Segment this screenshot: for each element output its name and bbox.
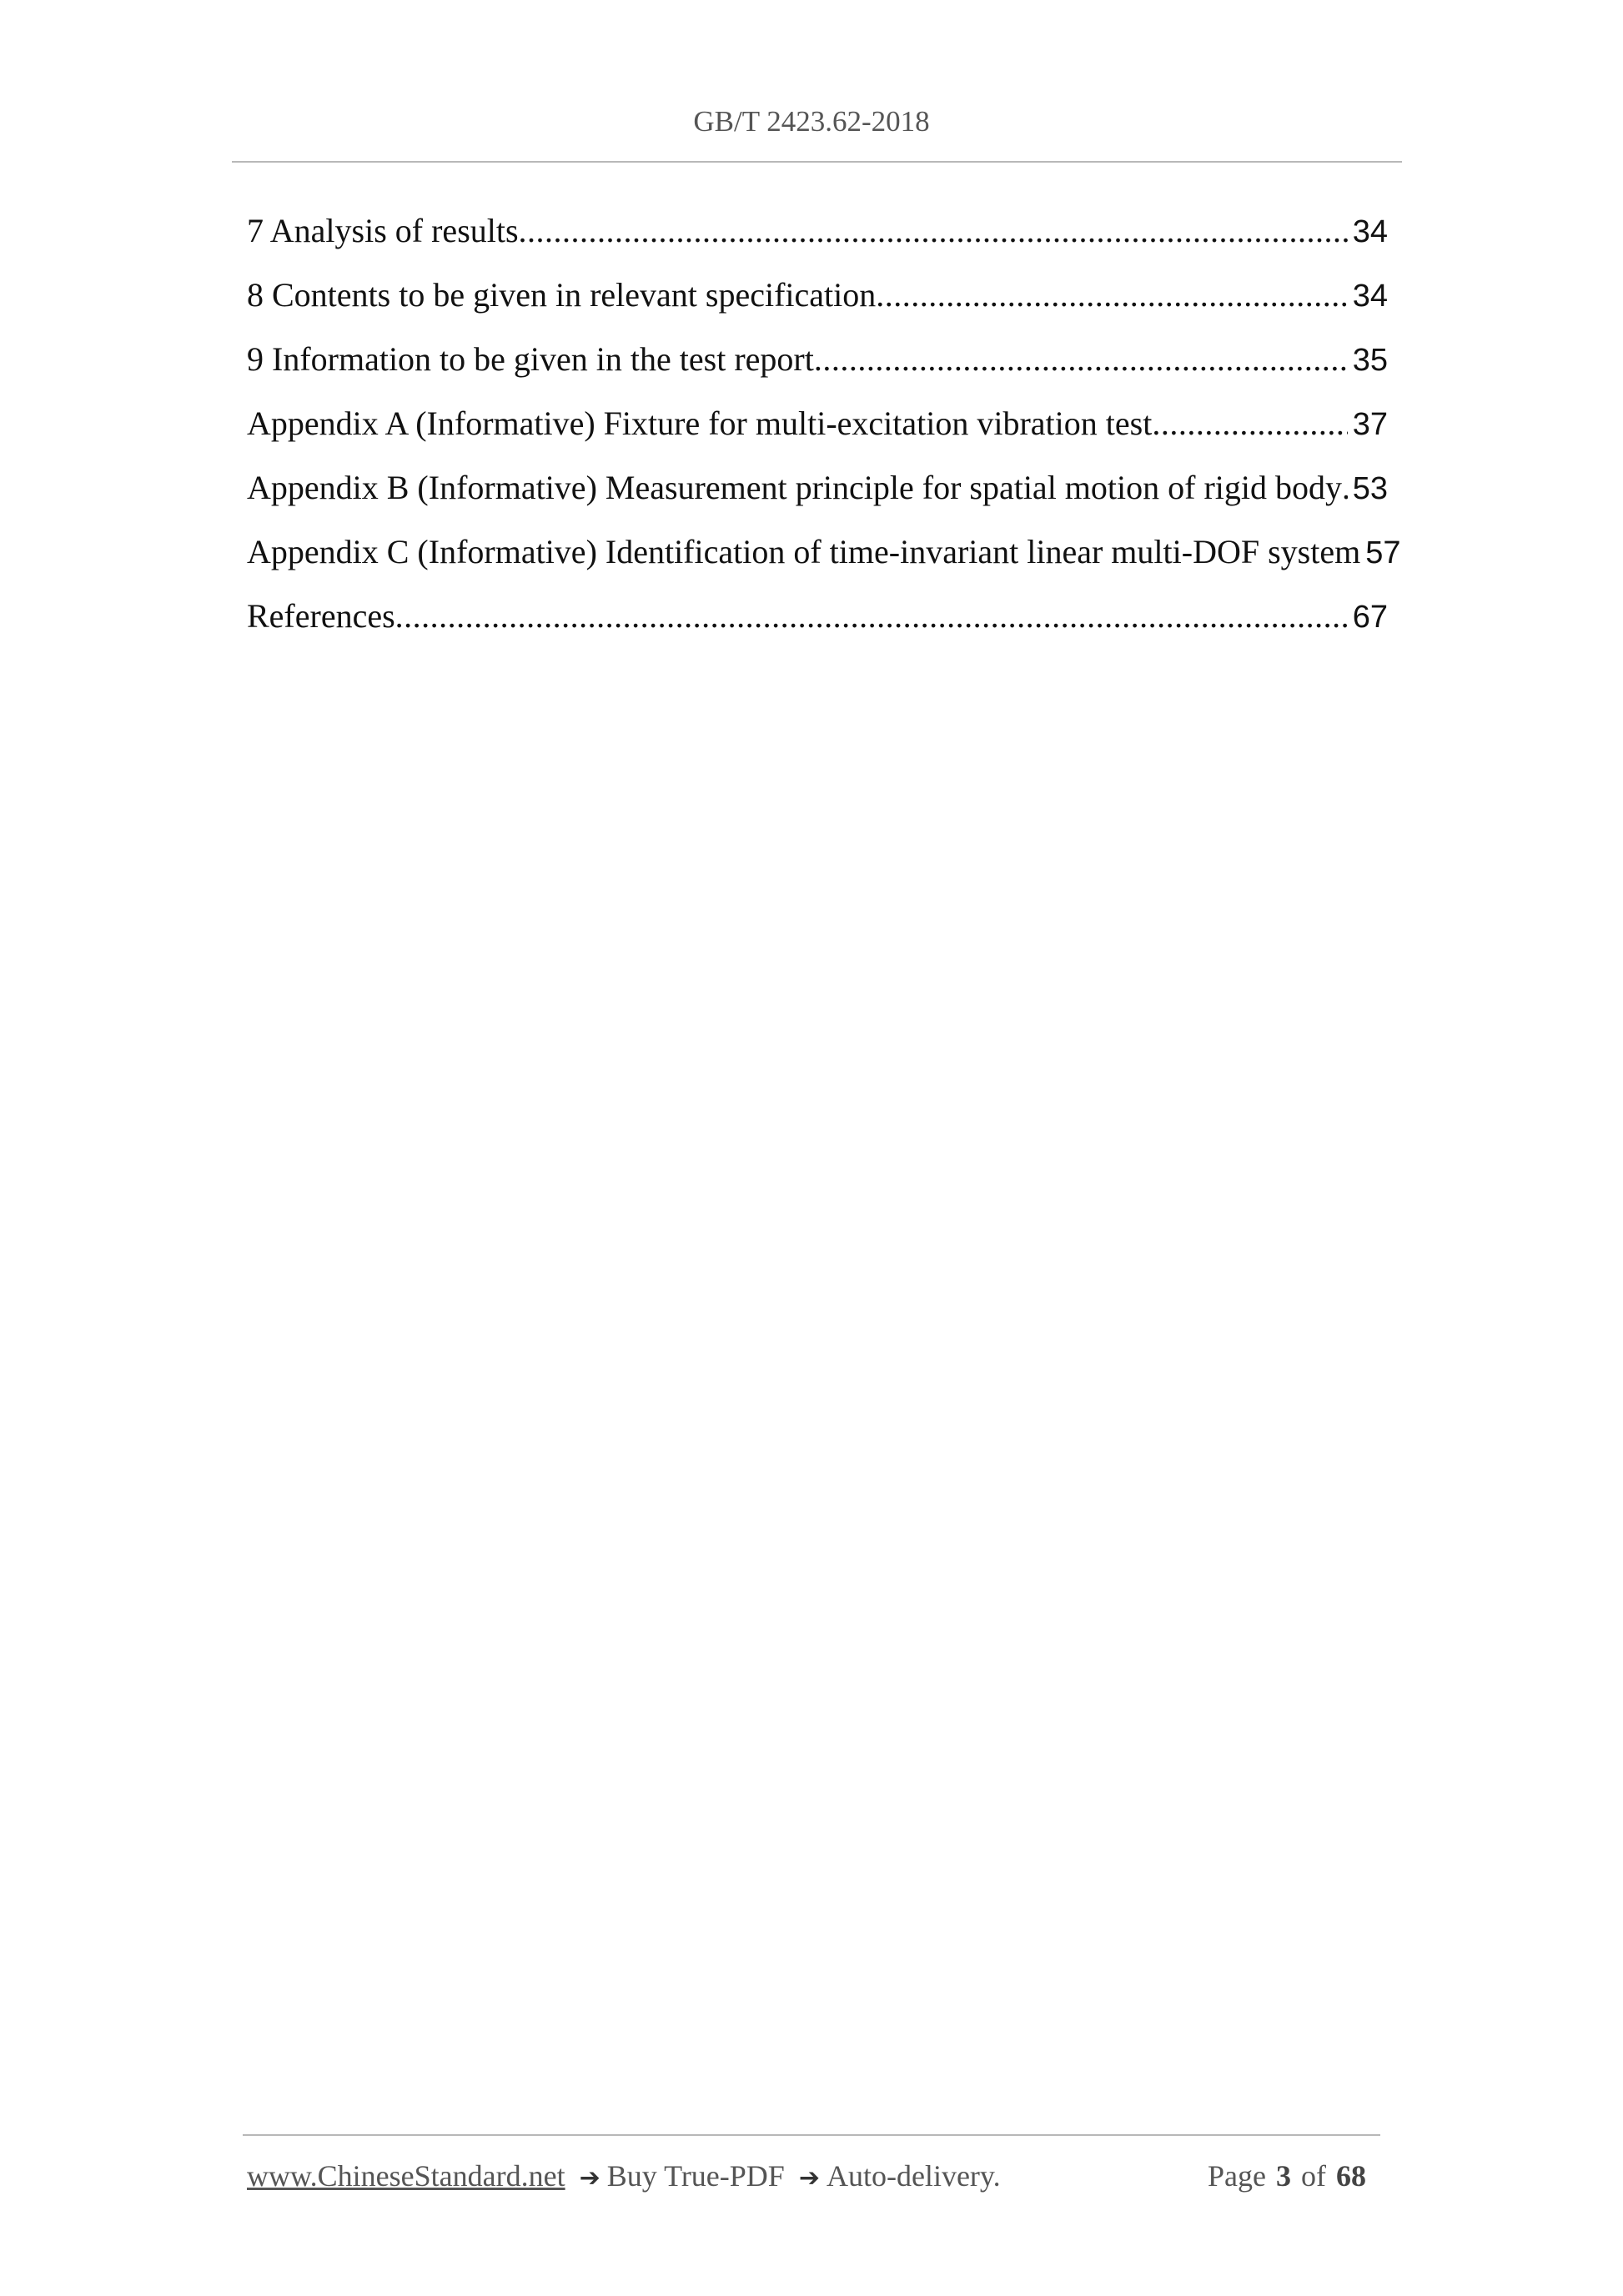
toc-entry[interactable] [247,584,1388,648]
document-header-title: GB/T 2423.62-2018 [693,105,930,138]
toc-entry-title: 8 Contents to be given in relevant specification [247,276,877,314]
toc-entry-title: 9 Information to be given in the test report [247,340,814,378]
total-page-count: 68 [1336,2159,1366,2193]
toc-entry-page: 53 [1352,471,1388,506]
toc-entry[interactable] [247,520,1401,584]
toc-entry-page: 57 [1365,535,1401,570]
toc-entry-title: Appendix B (Informative) Measurement principle for spatial motion of rigid body [247,469,1343,506]
toc-entry-title: References [247,597,395,635]
footer-divider [243,2134,1380,2136]
current-page-number: 3 [1276,2159,1291,2193]
toc-entry-page: 35 [1352,343,1388,378]
page-indicator [1208,2158,1376,2193]
toc-dot-leader [1152,391,1347,455]
page-footer [247,2158,1376,2193]
toc-dot-leader [876,263,1347,327]
toc-dot-leader [1342,455,1348,520]
toc-entry-title: 7 Analysis of results [247,212,519,249]
toc-entry[interactable] [247,391,1388,455]
toc-entry-page: 34 [1352,214,1388,249]
toc-dot-leader [814,327,1348,391]
table-of-contents [247,198,1401,648]
toc-entry-page: 67 [1352,600,1388,635]
toc-entry-title: Appendix C (Informative) Identification of time-invariant linear multi-DOF system [247,533,1361,570]
delivery-text: Auto-delivery. [826,2159,1001,2193]
page-of-label: of [1301,2159,1326,2193]
toc-entry-title: Appendix A (Informative) Fixture for multi-excitation vibration test [247,404,1153,442]
toc-dot-leader [395,584,1348,648]
toc-entry[interactable] [247,327,1388,391]
header-divider [232,161,1402,163]
footer-promo [247,2158,1001,2193]
toc-entry-page: 37 [1352,407,1388,442]
arrow-right-icon: ➔ [579,2163,600,2193]
toc-entry[interactable] [247,455,1388,520]
toc-entry[interactable] [247,198,1388,263]
buy-text: Buy True-PDF [606,2159,785,2193]
toc-entry[interactable] [247,263,1388,327]
toc-entry-page: 34 [1352,279,1388,314]
page-label: Page [1208,2159,1266,2193]
arrow-right-icon: ➔ [798,2163,820,2193]
toc-dot-leader [519,198,1348,263]
website-link[interactable]: www.ChineseStandard.net [247,2159,565,2193]
